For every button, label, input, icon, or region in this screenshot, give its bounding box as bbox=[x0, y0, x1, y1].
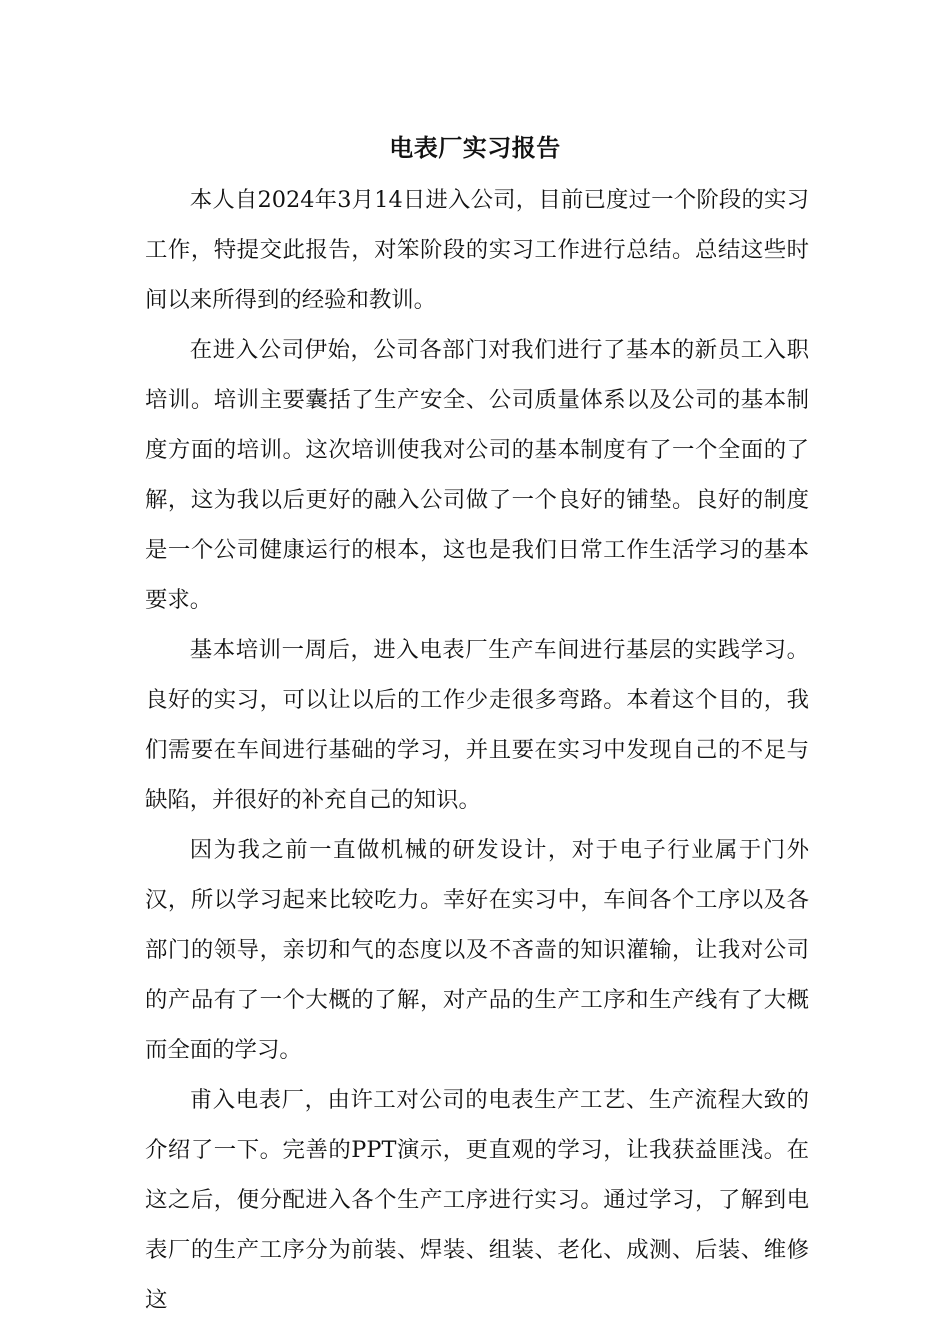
paragraph-4: 因为我之前一直做机械的研发设计，对于电子行业属于门外汉，所以学习起来比较吃力。幸好在实习中，车间各个工序以及各部门的领导，亲切和气的态度以及不吝啬的知识灌输，让我对公司的产品有了一个大概的了解，对产品的生产工序和生产线有了大概而全面的学习。 bbox=[145, 837, 809, 1063]
paragraph-3: 基本培训一周后，进入电表厂生产车间进行基层的实践学习。良好的实习，可以让以后的工作少走很多弯路。本着这个目的，我们需要在车间进行基础的学习，并且要在实习中发现自己的不足与缺陷，并很好的补充自己的知识。 bbox=[145, 637, 809, 813]
document-body bbox=[145, 175, 809, 1325]
paragraph-5: 甫入电表厂，由许工对公司的电表生产工艺、生产流程大致的介绍了一下。完善的PPT演示，更直观的学习，让我获益匪浅。在这之后，便分配进入各个生产工序进行实习。通过学习，了解到电表厂的生产工序分为前装、焊装、组装、老化、成测、后装、维修这 bbox=[145, 1087, 809, 1313]
paragraph-1: 本人自2024年3月14日进入公司，目前已度过一个阶段的实习工作，特提交此报告，对笨阶段的实习工作进行总结。总结这些时间以来所得到的经验和教训。 bbox=[145, 187, 809, 313]
paragraph-2: 在进入公司伊始，公司各部门对我们进行了基本的新员工入职培训。培训主要囊括了生产安全、公司质量体系以及公司的基本制度方面的培训。这次培训使我对公司的基本制度有了一个全面的了解，这为我以后更好的融入公司做了一个良好的铺垫。良好的制度是一个公司健康运行的根本，这也是我们日常工作生活学习的基本要求。 bbox=[145, 337, 809, 613]
document-title: 电表厂实习报告 bbox=[389, 133, 561, 162]
